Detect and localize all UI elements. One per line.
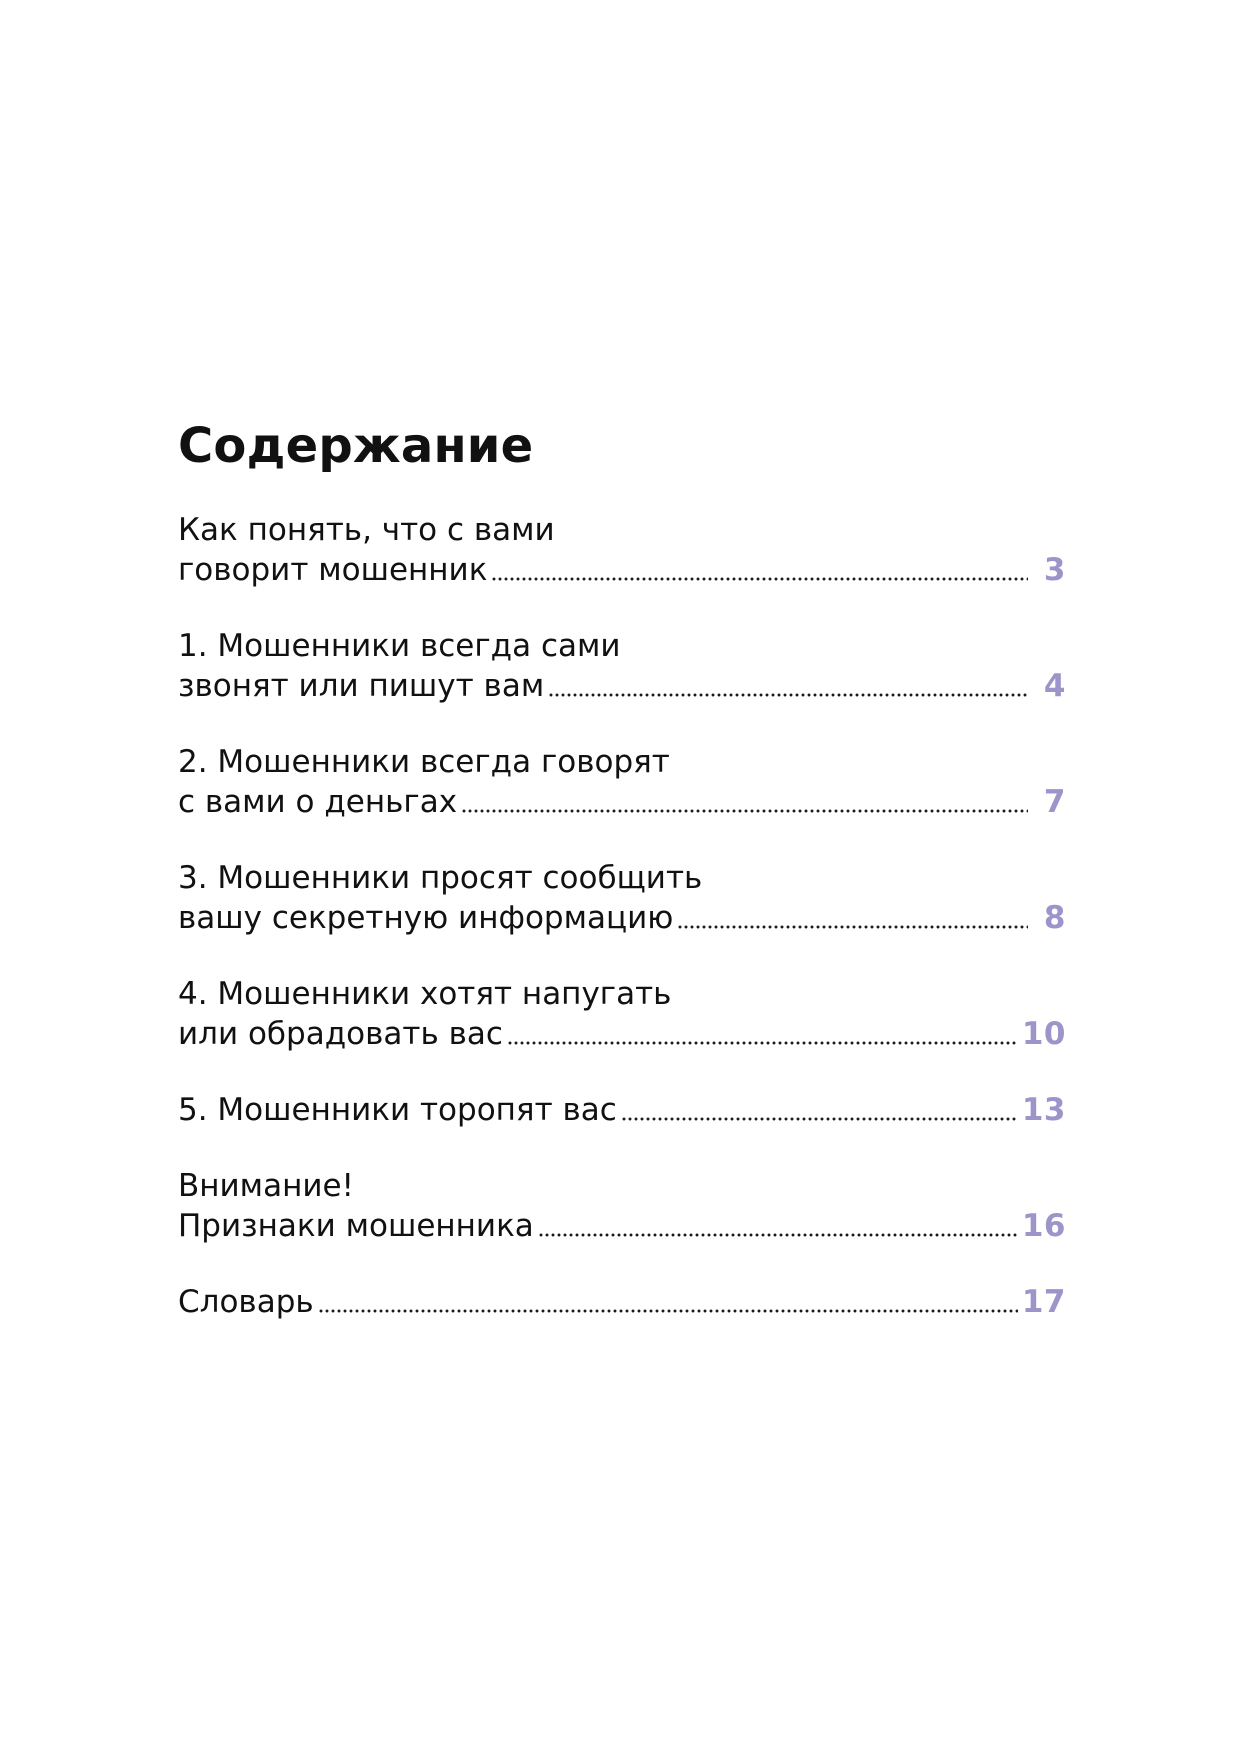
toc-page-number[interactable]: 10 — [1021, 1016, 1066, 1052]
toc-page-number[interactable]: 13 — [1021, 1092, 1066, 1128]
toc-entry[interactable] — [178, 626, 1066, 706]
toc-entry[interactable] — [178, 1166, 1066, 1246]
toc-entry-final-line — [178, 898, 1066, 938]
toc-entry[interactable] — [178, 1282, 1066, 1322]
toc-entry[interactable] — [178, 742, 1066, 822]
dot-leader — [677, 925, 1028, 929]
dot-leader — [621, 1117, 1018, 1121]
dot-leader — [318, 1309, 1018, 1313]
toc-entry-title-line: или обрадовать вас — [178, 1016, 503, 1052]
toc-page-number[interactable]: 4 — [1043, 668, 1066, 704]
dot-leader — [491, 577, 1028, 581]
toc-entry-final-line — [178, 1206, 1066, 1246]
toc-page-number[interactable]: 8 — [1043, 900, 1066, 936]
toc-entry-final-line — [178, 550, 1066, 590]
table-of-contents — [178, 418, 1066, 1358]
toc-entry-title-line: вашу секретную информацию — [178, 900, 674, 936]
toc-entry[interactable] — [178, 858, 1066, 938]
toc-entry-title-line: звонят или пишут вам — [178, 668, 545, 704]
dot-leader — [538, 1233, 1018, 1237]
toc-page-number[interactable]: 3 — [1043, 552, 1066, 588]
toc-entry-title-line: 2. Мошенники всегда говорят — [178, 744, 670, 780]
toc-page-number[interactable]: 16 — [1021, 1208, 1066, 1244]
toc-entry[interactable] — [178, 510, 1066, 590]
toc-entry-final-line — [178, 666, 1066, 706]
toc-entry-title-line: 1. Мошенники всегда сами — [178, 628, 621, 664]
toc-page-number[interactable]: 7 — [1043, 784, 1066, 820]
dot-leader — [548, 693, 1028, 697]
toc-entry-title-line: Внимание! — [178, 1168, 354, 1204]
toc-entry-title-line: говорит мошенник — [178, 552, 488, 588]
dot-leader — [461, 809, 1028, 813]
toc-title: Содержание — [178, 418, 534, 474]
toc-entry-title-line: 3. Мошенники просят сообщить — [178, 860, 703, 896]
toc-page-number[interactable]: 17 — [1021, 1284, 1066, 1320]
toc-entry-final-line — [178, 1090, 1066, 1130]
toc-list — [178, 510, 1066, 1322]
toc-entry-title-line: Признаки мошенника — [178, 1208, 534, 1244]
toc-entry-title-line: 4. Мошенники хотят напугать — [178, 976, 672, 1012]
toc-entry-final-line — [178, 782, 1066, 822]
dot-leader — [507, 1041, 1018, 1045]
toc-entry-title-line: с вами о деньгах — [178, 784, 458, 820]
toc-entry-final-line — [178, 1014, 1066, 1054]
toc-entry-title-line: Словарь — [178, 1284, 314, 1320]
toc-entry[interactable] — [178, 974, 1066, 1054]
toc-entry-final-line — [178, 1282, 1066, 1322]
toc-entry-title-line: Как понять, что с вами — [178, 512, 555, 548]
toc-entry[interactable] — [178, 1090, 1066, 1130]
toc-entry-title-line: 5. Мошенники торопят вас — [178, 1092, 617, 1128]
